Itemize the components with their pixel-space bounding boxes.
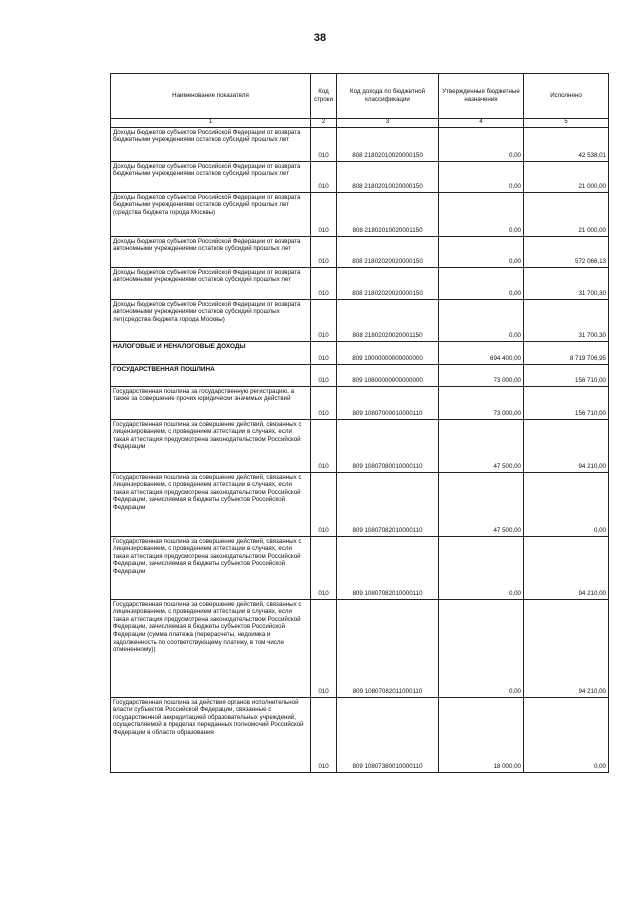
budget-report-table: [110, 73, 609, 773]
row-name: Государственная пошлина за совершение действий, связанных с лицензированием, с проведением аттестации в случаях, если такая аттестация предусмотрена законодательством Российской Федерации, зачисляемая в бюджеты субъектов Российской Федерации: [111, 536, 311, 599]
column-number-row: [111, 119, 609, 128]
row-executed: 31 700,30: [524, 267, 609, 299]
row-code: 010: [311, 472, 337, 536]
header-executed: Исполнено: [524, 74, 609, 119]
table-row: [111, 161, 609, 192]
row-code: 010: [311, 267, 337, 299]
row-approved: 0,00: [439, 599, 524, 697]
row-name: Доходы бюджетов субъектов Российской Федерации от возврата бюджетными учреждениями остатков субсидий прошлых лет: [111, 161, 311, 192]
row-kbk: 809 10807082010000110: [337, 472, 439, 536]
row-kbk: 809 10807080010000110: [337, 419, 439, 472]
row-name: Государственная пошлина за действия органов исполнительной власти субъектов Российской Федерации, связанные с государственной аккредитацией образовательных учреждений, осуществляемой в пределах переданных полномочий Российской Федерации в области образования: [111, 697, 311, 772]
table-row: [111, 599, 609, 697]
row-kbk: 808 21802010020000150: [337, 161, 439, 192]
column-number: 2: [311, 119, 337, 128]
page-number: 38: [313, 32, 327, 44]
row-code: 010: [311, 599, 337, 697]
row-approved: 0,00: [439, 161, 524, 192]
row-name: ГОСУДАРСТВЕННАЯ ПОШЛИНА: [111, 364, 311, 386]
table-row: [111, 472, 609, 536]
row-approved: 0,00: [439, 267, 524, 299]
table-row: [111, 299, 609, 341]
row-name: Государственная пошлина за государственную регистрацию, а также за совершение прочих юридически значимых действий: [111, 386, 311, 419]
column-number: 4: [439, 119, 524, 128]
table-row: [111, 341, 609, 364]
row-executed: 156 710,00: [524, 386, 609, 419]
row-approved: 0,00: [439, 127, 524, 161]
row-kbk: 809 10800000000000000: [337, 364, 439, 386]
row-executed: 31 700,30: [524, 299, 609, 341]
row-executed: 0,00: [524, 472, 609, 536]
table-header-row: [111, 74, 609, 119]
row-code: 010: [311, 236, 337, 267]
row-kbk: 809 10807082010000110: [337, 536, 439, 599]
row-approved: 0,00: [439, 536, 524, 599]
row-code: 010: [311, 192, 337, 236]
row-approved: 47 500,00: [439, 419, 524, 472]
row-kbk: 808 21802020020001150: [337, 299, 439, 341]
row-executed: 94 210,00: [524, 536, 609, 599]
table-row: [111, 536, 609, 599]
row-name: Государственная пошлина за совершение действий, связанных с лицензированием, с проведением аттестации в случаях, если такая аттестация предусмотрена законодательством Российской Федерации: [111, 419, 311, 472]
table-row: [111, 386, 609, 419]
header-kbk: Код дохода по бюджетной классификации: [337, 74, 439, 119]
row-name: Доходы бюджетов субъектов Российской Федерации от возврата автономными учреждениями остатков субсидий прошлых лет: [111, 236, 311, 267]
row-name: Государственная пошлина за совершение действий, связанных с лицензированием, с проведением аттестации в случаях, если такая аттестация предусмотрена законодательством Российской Федерации, зачисляемая в бюджеты субъектов Российской Федерации: [111, 472, 311, 536]
table-row: [111, 697, 609, 772]
header-name: Наименование показателя: [111, 74, 311, 119]
row-executed: 0,00: [524, 697, 609, 772]
row-executed: 21 000,00: [524, 192, 609, 236]
column-number: 5: [524, 119, 609, 128]
row-kbk: 809 10807082011000110: [337, 599, 439, 697]
row-approved: 73 000,00: [439, 364, 524, 386]
row-code: 010: [311, 536, 337, 599]
row-code: 010: [311, 364, 337, 386]
row-executed: 94 210,00: [524, 419, 609, 472]
row-code: 010: [311, 299, 337, 341]
table-row: [111, 267, 609, 299]
row-name: НАЛОГОВЫЕ И НЕНАЛОГОВЫЕ ДОХОДЫ: [111, 341, 311, 364]
row-approved: 0,00: [439, 236, 524, 267]
row-name: Государственная пошлина за совершение действий, связанных с лицензированием, с проведением аттестации в случаях, если такая аттестация предусмотрена законодательством Российской Федерации, зачисляемая в бюджеты субъектов Российской Федерации (сумма платежа (перерасчеты, недоимка и задолженность по соответствующему платежу, в том числе отмененному)): [111, 599, 311, 697]
row-kbk: 809 10807380010000110: [337, 697, 439, 772]
row-approved: 47 500,00: [439, 472, 524, 536]
column-number: 3: [337, 119, 439, 128]
table-row: [111, 127, 609, 161]
row-approved: 0,00: [439, 192, 524, 236]
row-approved: 18 000,00: [439, 697, 524, 772]
row-kbk: 808 21802020020000150: [337, 267, 439, 299]
table-row: [111, 364, 609, 386]
row-executed: 94 210,00: [524, 599, 609, 697]
row-kbk: 809 10807000010000110: [337, 386, 439, 419]
row-name: Доходы бюджетов субъектов Российской Федерации от возврата автономными учреждениями остатков субсидий прошлых лет(средства бюджета города Москвы): [111, 299, 311, 341]
row-executed: 572 066,13: [524, 236, 609, 267]
table-row: [111, 419, 609, 472]
row-code: 010: [311, 419, 337, 472]
row-executed: 8 719 706,95: [524, 341, 609, 364]
row-code: 010: [311, 161, 337, 192]
row-code: 010: [311, 341, 337, 364]
row-name: Доходы бюджетов субъектов Российской Федерации от возврата бюджетными учреждениями остатков субсидий прошлых лет (средства бюджета города Москвы): [111, 192, 311, 236]
table-row: [111, 236, 609, 267]
row-kbk: 808 21802010020000150: [337, 127, 439, 161]
row-approved: 73 000,00: [439, 386, 524, 419]
row-approved: 694 400,00: [439, 341, 524, 364]
header-code: Код строки: [311, 74, 337, 119]
row-name: Доходы бюджетов субъектов Российской Федерации от возврата автономными учреждениями остатков субсидий прошлых лет: [111, 267, 311, 299]
row-code: 010: [311, 127, 337, 161]
row-approved: 0,00: [439, 299, 524, 341]
row-executed: 21 000,00: [524, 161, 609, 192]
column-number: 1: [111, 119, 311, 128]
row-name: Доходы бюджетов субъектов Российской Федерации от возврата бюджетными учреждениями остатков субсидий прошлых лет: [111, 127, 311, 161]
row-executed: 42 538,01: [524, 127, 609, 161]
row-kbk: 808 21802010020001150: [337, 192, 439, 236]
row-kbk: 809 10000000000000000: [337, 341, 439, 364]
row-kbk: 808 21802020020000150: [337, 236, 439, 267]
header-approved: Утвержденные бюджетные назначения: [439, 74, 524, 119]
table-row: [111, 192, 609, 236]
row-code: 010: [311, 386, 337, 419]
row-executed: 156 710,00: [524, 364, 609, 386]
row-code: 010: [311, 697, 337, 772]
